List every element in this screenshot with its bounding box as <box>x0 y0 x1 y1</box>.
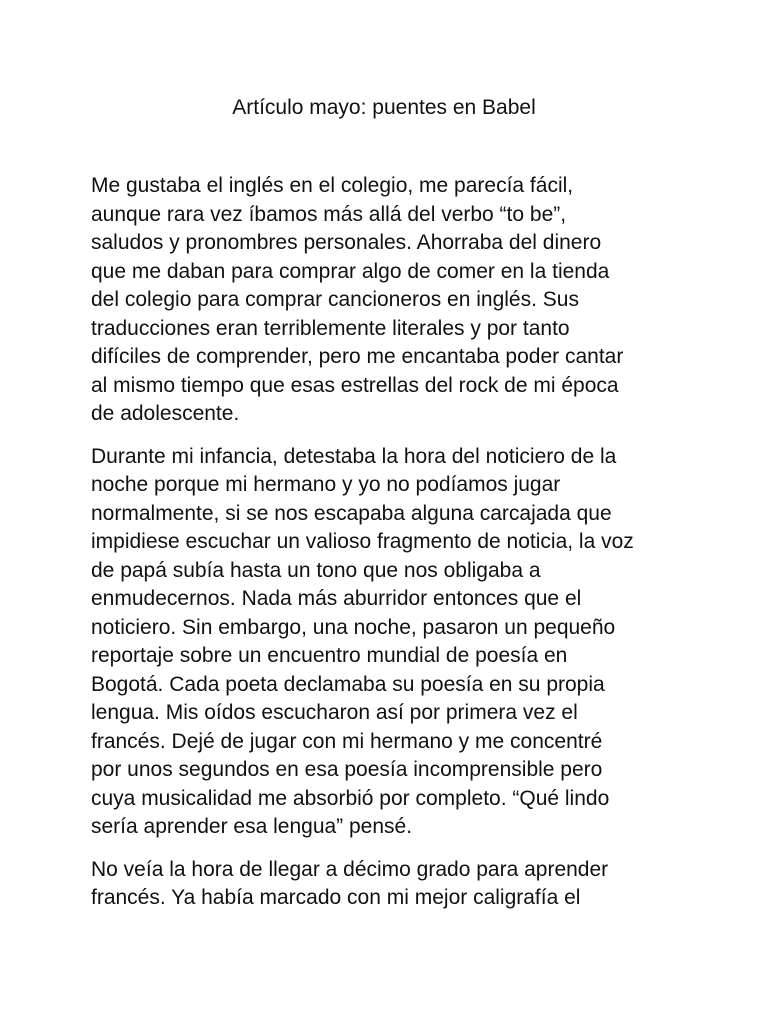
text-line: de papá subía hasta un tono que nos obligaba a <box>91 558 541 582</box>
text-line: francés. Ya había marcado con mi mejor caligrafía el <box>91 886 581 909</box>
text-line: No veía la hora de llegar a décimo grado para aprender <box>91 857 609 881</box>
paragraph-1 <box>91 172 691 429</box>
text-line: cuya musicalidad me absorbió por completo. “Qué lindo <box>91 786 610 810</box>
text-line: aunque rara vez íbamos más allá del verbo “to be”, <box>91 202 567 226</box>
paragraph-2 <box>91 443 691 842</box>
text-line: del colegio para comprar cancioneros en inglés. Sus <box>91 288 579 311</box>
text-line: saludos y pronombres personales. Ahorraba del dinero <box>91 231 602 254</box>
text-line: que me daban para comprar algo de comer en la tienda <box>91 259 610 283</box>
text-line: Me gustaba el inglés en el colegio, me parecía fácil, <box>91 174 574 197</box>
text-line: noticiero. Sin embargo, una noche, pasaron un pequeño <box>91 615 616 639</box>
text-line: por unos segundos en esa poesía incomprensible pero <box>91 758 603 781</box>
paragraph-3 <box>91 856 691 913</box>
text-line: difíciles de comprender, pero me encantaba poder cantar <box>91 345 624 368</box>
text-line: noche porque mi hermano y yo no podíamos jugar <box>91 473 561 496</box>
document-title: Artículo mayo: puentes en Babel <box>232 96 536 119</box>
text-line: enmudecernos. Nada más aburridor entonces que el <box>91 587 582 610</box>
text-line: al mismo tiempo que esas estrellas del rock de mi época <box>91 373 619 397</box>
text-line: traducciones eran terriblemente literales y por tanto <box>91 316 570 340</box>
document-body <box>91 172 691 927</box>
text-line: francés. Dejé de jugar con mi hermano y me concentré <box>91 729 603 753</box>
text-line: Durante mi infancia, detestaba la hora del noticiero de la <box>91 444 617 468</box>
text-line: reportaje sobre un encuentro mundial de poesía en <box>91 644 568 667</box>
text-line: impidiese escuchar un valioso fragmento de noticia, la voz <box>91 530 634 553</box>
text-line: de adolescente. <box>91 402 240 425</box>
text-line: lengua. Mis oídos escucharon así por primera vez el <box>91 701 578 724</box>
text-line: normalmente, si se nos escapaba alguna carcajada que <box>91 501 612 525</box>
text-line: Bogotá. Cada poeta declamaba su poesía en su propia <box>91 672 605 696</box>
text-line: sería aprender esa lengua” pensé. <box>91 815 413 838</box>
